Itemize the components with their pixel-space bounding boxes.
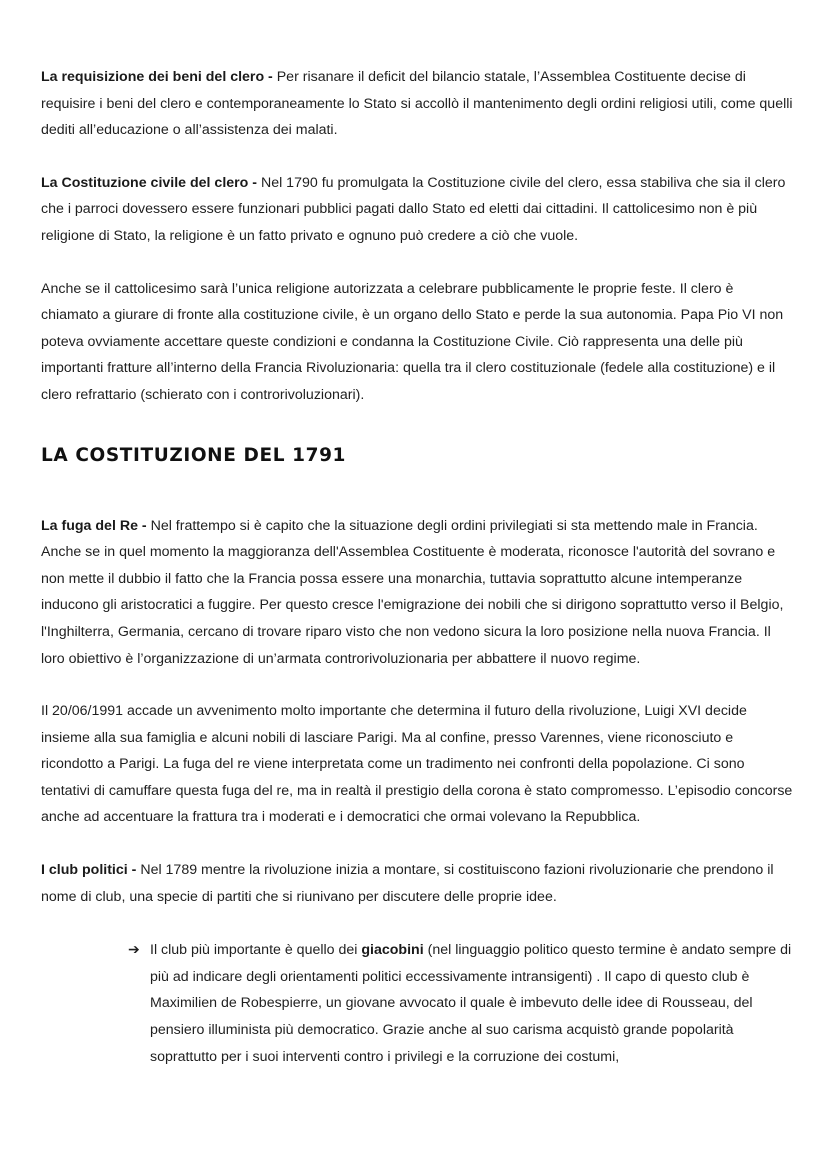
- bold-term: giacobini: [361, 942, 424, 959]
- bullet-text: Il club più importante è quello dei giacobini (nel linguaggio politico questo termine è andato sempre di più ad indicare degli orientamenti politici eccessivamente intransigenti) . Il capo di questo club è Maximilien de Robespierre, un giovane avvocato il quale è imbevuto delle idee di Rousseau, del pensiero illuminista più democratico. Grazie anche al suo carisma acquistò grande popolarità soprattutto per i suoi interventi contro i privilegi e la corruzione dei costumi,: [150, 942, 792, 1065]
- paragraph-text: Nel 1790 fu promulgata la Costituzione civile del clero, essa stabiliva che sia il clero che i parroci dovessero essere funzionari pubblici pagati dallo Stato ed eletti dai cittadini. Il cattolicesimo non è più religione di Stato, la religione è un fatto privato e ognuno può credere a ciò che vuole.: [41, 174, 786, 244]
- document-page: [41, 64, 793, 1070]
- paragraph-title: La requisizione dei beni del clero -: [41, 69, 273, 85]
- paragraph-text: Per risanare il deficit del bilancio statale, l’Assemblea Costituente decise di requisire i beni del clero e contemporaneamente lo Stato si accollò il mantenimento degli ordini religiosi utili, come quelli dediti all’educazione o all’assistenza dei malati.: [41, 69, 793, 139]
- paragraph-catholicism: Anche se il cattolicesimo sarà l’unica religione autorizzata a celebrare pubblicamente le proprie feste. Il clero è chiamato a giurare di fronte alla costituzione civile, è un organo dello Stato e perde la sua autonomia. Papa Pio VI non poteva ovviamente accettare queste condizioni e condanna la Costituzione Civile. Ciò rappresenta una delle più importanti fratture all’interno della Francia Rivoluzionaria: quella tra il clero costituzionale (fedele alla costituzione) e il clero refrattario (schierato con i controrivoluzionari).: [41, 280, 784, 403]
- section-heading: LA COSTITUZIONE DEL 1791: [41, 444, 347, 466]
- paragraph-title: La fuga del Re -: [41, 517, 147, 534]
- paragraph-title: La Costituzione civile del clero -: [41, 174, 258, 191]
- arrow-bullet-icon: ➔: [128, 942, 140, 959]
- paragraph-text: Nel 1789 mentre la rivoluzione inizia a montare, si costituiscono fazioni rivoluzionarie che prendono il nome di club, una specie di partiti che si riunivano per discutere delle proprie idee.: [41, 862, 774, 905]
- paragraph-text: Nel frattempo si è capito che la situazione degli ordini privilegiati si sta mettendo male in Francia. Anche se in quel momento la maggioranza dell'Assemblea Costituente è moderata, riconosce l'autorità del sovrano e non mette il dubbio il fatto che la Francia possa essere una monarchia, tuttavia soprattutto alcune intemperanze inducono gli aristocratici a fuggire. Per questo cresce l'emigrazione dei nobili che si dirigono soprattutto verso il Belgio, l'Inghilterra, Germania, cercano di trovare riparo visto che non vedono sicura la loro posizione nella nuova Francia. Il loro obiettivo è l’organizzazione di un’armata controrivoluzionaria per abbattere il nuovo regime.: [41, 517, 784, 667]
- paragraph-title: I club politici -: [41, 862, 137, 879]
- list-item: [41, 937, 793, 1070]
- bullet-list: [41, 937, 793, 1070]
- paragraph-political-clubs: [41, 857, 793, 910]
- paragraph-requisition: [41, 64, 793, 144]
- paragraph-varennes: Il 20/06/1991 accade un avvenimento molto importante che determina il futuro della rivoluzione, Luigi XVI decide insieme alla sua famiglia e alcuni nobili di lasciare Parigi. Ma al confine, presso Varennes, viene riconosciuto e ricondotto a Parigi. La fuga del re viene interpretata come un tradimento nei confronti della popolazione. Ci sono tentativi di camuffare questa fuga del re, ma in realtà il prestigio della corona è stato compromesso. L’episodio concorse anche ad accentuare la frattura tra i moderati e i democratici che ormai volevano la Repubblica.: [41, 703, 793, 826]
- paragraph-king-flight: [41, 513, 793, 673]
- paragraph-civil-constitution: [41, 170, 793, 250]
